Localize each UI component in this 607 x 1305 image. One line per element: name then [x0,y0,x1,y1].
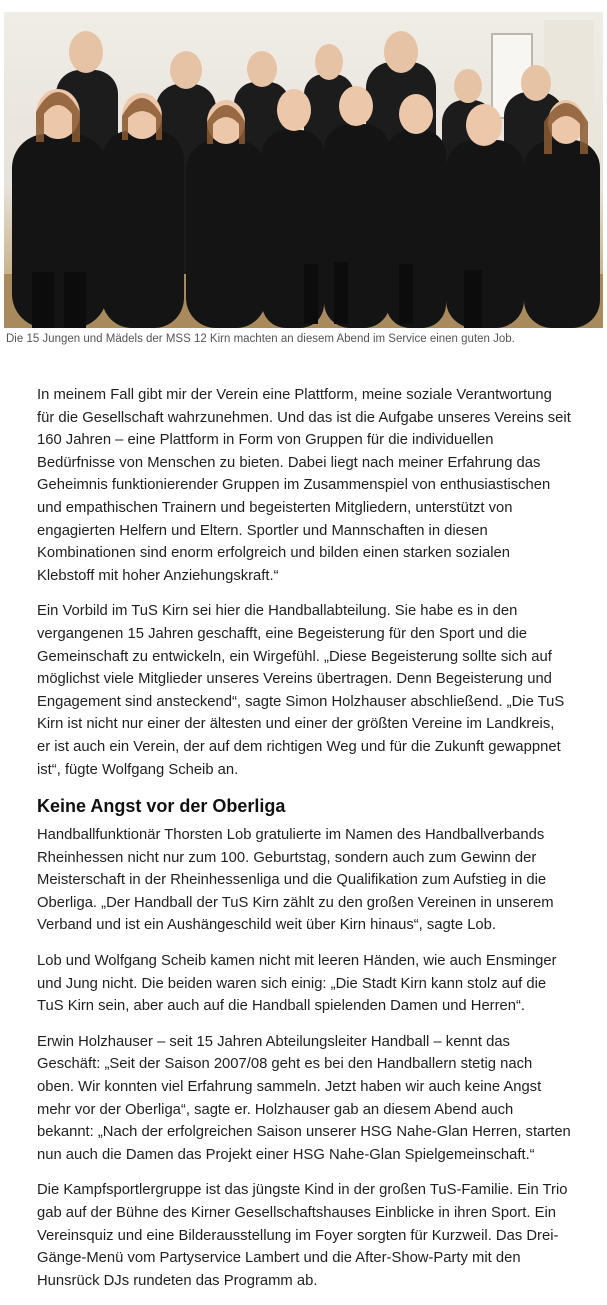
article-paragraph: Ein Vorbild im TuS Kirn sei hier die Handballabteilung. Sie habe es in den vergangenen 15 Jahren geschafft, eine Begeisterung für den Sport und die Gemeinschaft zu entwickeln, ein Wirgefühl. „Diese Begeisterung sollte sich auf möglichst viele Mitglieder unseres Vereins übertragen. Denn Begeisterung und Engagement sind ansteckend“, sagte Simon Holzhauser abschließend. „Die TuS Kirn ist nicht nur einer der ältesten und einer der größten Vereine im Landkreis, er ist auch ein Verein, der auf dem richtigen Weg und für die Zukunft gewappnet ist“, fügte Wolfgang Scheib an. [37,603,565,778]
article-paragraph: In meinem Fall gibt mir der Verein eine Plattform, meine soziale Verantwortung für die Gesellschaft wahrzunehmen. Und das ist die Aufgabe unseres Vereins seit 160 Jahren – eine Plattform in Form von Gruppen für die individuellen Bedürfnisse von Menschen zu bieten. Dabei liegt nach meiner Erfahrung das Geheimnis funktionierender Gruppen im Zusammenspiel von enthusiastischen und empathischen Trainern und begeisterten Mitgliedern, unterstützt von engagierten Helfern und Eltern. Sportler und Mannschaften in diesen Kombinationen sind enorm erfolgreich und bilden einen starken sozialen Klebstoff mit hoher Anziehungskraft.“ [37,387,571,584]
article-paragraph: Lob und Wolfgang Scheib kamen nicht mit leeren Händen, wie auch Ensminger und Jung nicht. Die beiden waren sich einig: „Die Stadt Kirn kann stolz auf die TuS Kirn sein, aber auch auf die Handball spielenden Damen und Herren“. [37,953,557,1015]
article-photo[interactable] [4,12,603,328]
photo-caption: Die 15 Jungen und Mädels der MSS 12 Kirn machten an diesem Abend im Service einen guten Job. [6,333,515,345]
article-paragraph: Die Kampfsportlergruppe ist das jüngste Kind in der großen TuS-Familie. Ein Trio gab auf der Bühne des Kirner Gesellschaftshauses Einblicke in ihren Sport. Ein Vereinsquiz und eine Bilderausstellung im Foyer sorgten für Kurzweil. Das Drei-Gänge-Menü vom Partyservice Lambert und die After-Show-Party mit den Hunsrück DJs rundeten das Programm ab. [37,1182,568,1289]
article-body [37,384,571,1305]
group-photo-illustration [4,12,603,328]
article-paragraph: Erwin Holzhauser – seit 15 Jahren Abteilungsleiter Handball – kennt das Geschäft: „Seit der Saison 2007/08 geht es bei den Handballern stetig nach oben. Wir konnten viel Erfahrung sammeln. Jetzt haben wir auch keine Angst mehr vor der Oberliga“, sagte er. Holzhauser gab an diesem Abend auch bekannt: „Nach der erfolgreichen Saison unserer HSG Nahe-Glan Herren, starten nun auch die Damen das Projekt einer HSG Nahe-Glan Spielgemeinschaft.“ [37,1033,571,1163]
section-heading: Keine Angst vor der Oberliga [37,796,286,817]
article-paragraph: Handballfunktionär Thorsten Lob gratulierte im Namen des Handballverbands Rheinhessen nicht nur zum 100. Geburtstag, sondern auch zum Gewinn der Meisterschaft in der Rheinhessenliga und die Qualifikation zum Aufstieg in die Oberliga. „Der Handball der TuS Kirn zählt zu den großen Vereinen in unserem Verband und ist ein Aushängeschild weit über Kirn hinaus“, sagte Lob. [37,827,554,934]
